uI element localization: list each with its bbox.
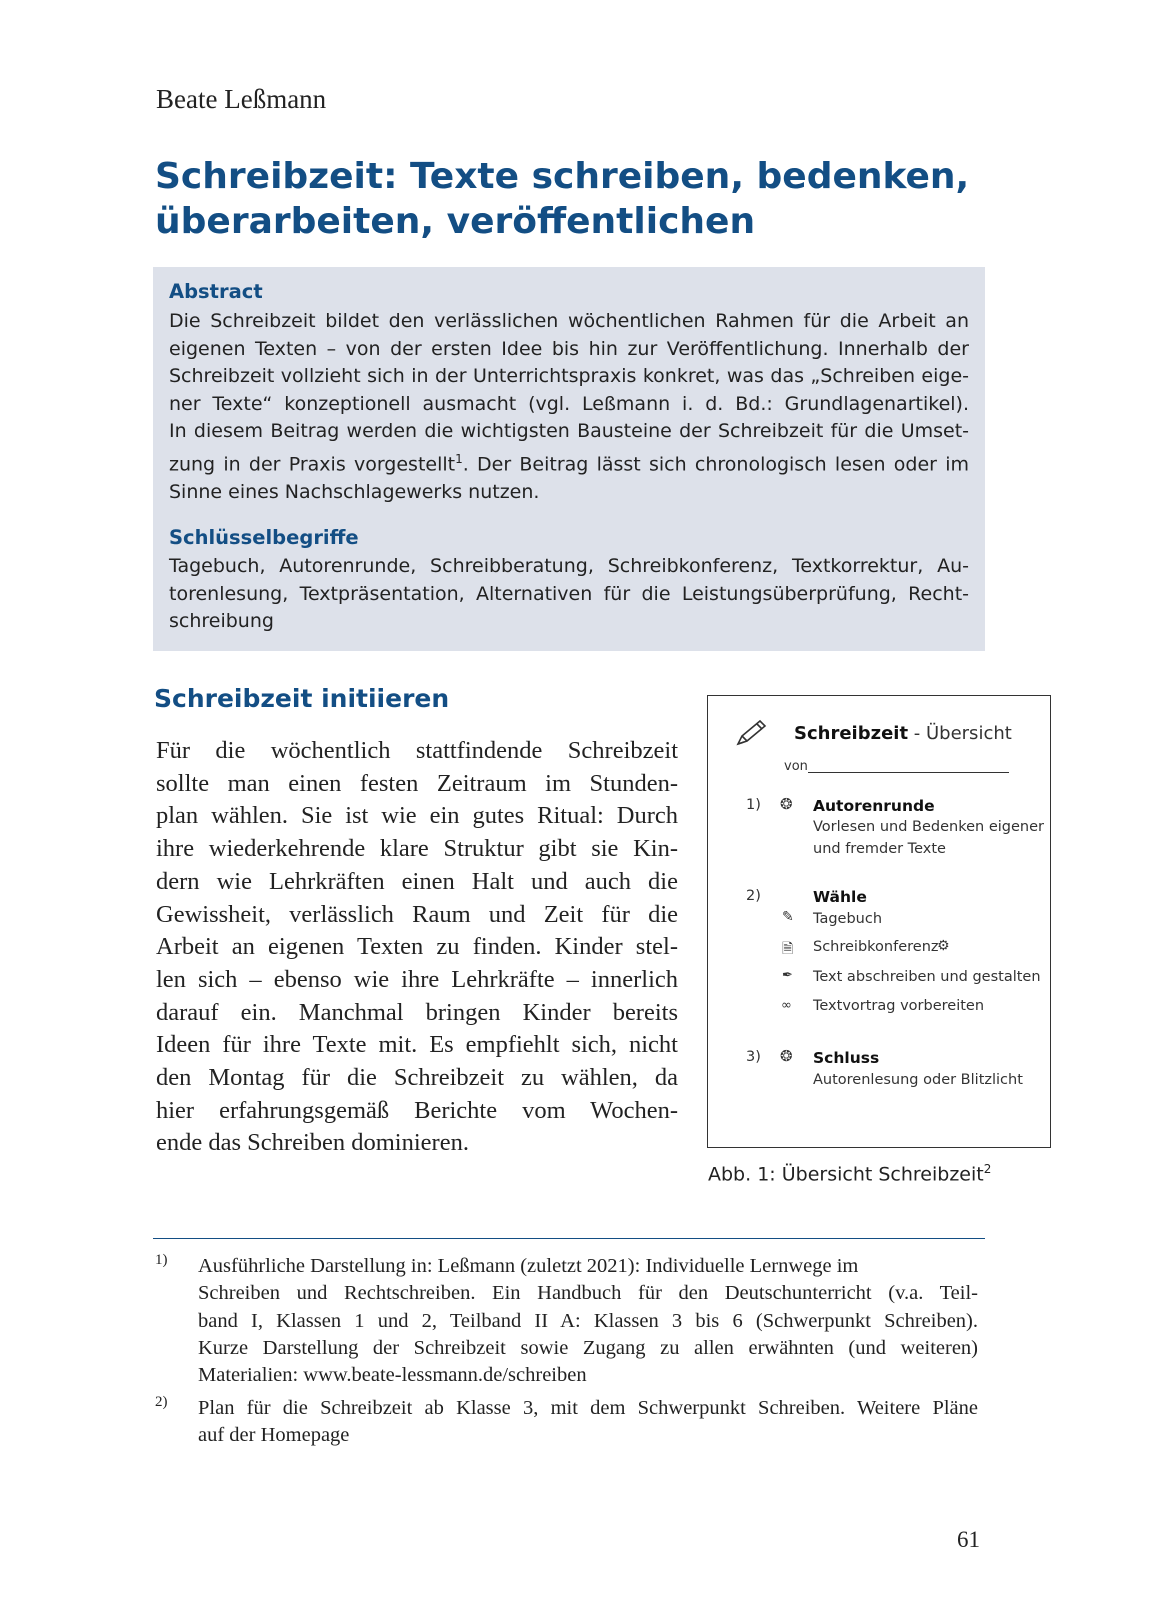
body-line: hier erfahrungsgemäß Berichte vom Wochen- xyxy=(156,1096,678,1124)
body-line: dern wie Lehrkräften einen Halt und auch die xyxy=(156,867,678,895)
body-line: Gewissheit, verlässlich Raum und Zeit für die xyxy=(156,900,678,928)
body-line: Ideen für ihre Texte mit. Es empfiehlt sich, nicht xyxy=(156,1031,678,1059)
item-number: 2) xyxy=(746,888,761,904)
gear-icon: ❂ xyxy=(780,1047,793,1065)
footnote-text: Ausführliche Darstellung in: Leßmann (zuletzt 2021): Individuelle Lernwege im Schreiben und Rechtschreiben. Ein Handbuch für den Deutschunterricht (v.a. Teil- band I, Klassen 1 und 2, Teilband II A: Klassen 3 bis 6 (Schwerpunkt Schreiben). Kurze Darstellung der Schreibzeit sowie Zugang zu allen erwähnten (und weiteren) Materialien: www.beate-lessmann.de/schreiben xyxy=(198,1255,978,1387)
pencil-icon: ✎ xyxy=(782,909,794,925)
abstract-line: zung in der Praxis vorgestellt$^1$. Der Beitrag lässt sich chronologisch lesen oder im xyxy=(169,451,969,476)
footnote-ref: 1 xyxy=(455,451,463,466)
item-number: 1) xyxy=(746,797,761,813)
footnote-number: 2) xyxy=(155,1394,168,1410)
figure-schreibzeit-overview xyxy=(707,695,1051,1148)
item-number: 3) xyxy=(746,1049,761,1065)
footnote-text: Plan für die Schreibzeit ab Klasse 3, mit dem Schwerpunkt Schreiben. Weitere Pläne auf der Homepage xyxy=(198,1397,978,1447)
page-number: 61 xyxy=(957,1527,980,1552)
abstract-line: eigenen Texten – von der ersten Idee bis hin zur Veröffentlichung. Innerhalb der xyxy=(169,337,969,360)
footnote-divider xyxy=(153,1238,985,1239)
option-label: Textvortrag vorbereiten xyxy=(813,998,985,1014)
abstract-line: Sinne eines Nachschlagewerks nutzen. xyxy=(169,480,540,503)
body-line: ihre wiederkehrende klare Struktur gibt sie Kin- xyxy=(156,835,678,863)
body-line: sollte man einen festen Zeitraum im Stunden- xyxy=(156,769,678,797)
keywords-line: Tagebuch, Autorenrunde, Schreibberatung, Schreibkonferenz, Textkorrektur, Au- xyxy=(169,555,969,577)
abstract-text xyxy=(169,308,969,506)
pencil-icon xyxy=(734,718,768,752)
name-line xyxy=(808,772,1009,773)
gear-icon: ❂ xyxy=(780,795,793,813)
item-line: Vorlesen und Bedenken eigener xyxy=(813,819,1044,835)
von-label: von xyxy=(784,759,808,774)
keywords-line: torenlesung, Textpräsentation, Alternativen für die Leistungsüberprüfung, Recht- xyxy=(169,582,969,605)
item-title: Schluss xyxy=(813,1049,880,1067)
section-heading: Schreibzeit initiieren xyxy=(154,684,450,713)
body-line: Arbeit an eigenen Texten zu finden. Kinder stel- xyxy=(156,933,678,961)
author-name: Beate Leßmann xyxy=(156,84,327,114)
body-paragraph xyxy=(156,735,678,1160)
body-line: ende das Schreiben dominieren. xyxy=(156,1129,469,1157)
keywords-line: schreibung xyxy=(169,610,274,633)
item-line: Autorenlesung oder Blitzlicht xyxy=(813,1072,1023,1088)
body-line: plan wählen. Sie ist wie ein gutes Ritual: Durch xyxy=(156,802,678,830)
abstract-line: Schreibzeit vollzieht sich in der Unterrichtspraxis konkret, was das „Schreiben eige- xyxy=(169,365,969,388)
option-label: Schreibkonferenz xyxy=(813,939,939,955)
abstract-line: ner Texte“ konzeptionell ausmacht (vgl. Leßmann i. d. Bd.: Grundlagenartikel). xyxy=(169,392,969,415)
abstract-box xyxy=(153,267,985,651)
quill-icon: ✒ xyxy=(782,968,793,983)
item-title: Wähle xyxy=(813,888,867,906)
magnifier-icon: ⚙ xyxy=(937,938,950,954)
option-label: Text abschreiben und gestalten xyxy=(813,969,1041,985)
abstract-line: Die Schreibzeit bildet den verlässlichen wöchentlichen Rahmen für die Arbeit an xyxy=(169,310,969,332)
item-title: Autorenrunde xyxy=(813,797,935,815)
body-line: darauf ein. Manchmal bringen Kinder bereits xyxy=(156,998,678,1026)
title-line: Schreibzeit: Texte schreiben, bedenken, xyxy=(155,156,970,197)
footnote-number: 1) xyxy=(155,1252,168,1268)
figure-title: Schreibzeit - Übersicht xyxy=(794,723,1012,744)
glasses-icon: ∞ xyxy=(781,998,792,1013)
abstract-heading: Abstract xyxy=(169,280,263,303)
abstract-line: In diesem Beitrag werden die wichtigsten Bausteine der Schreibzeit für die Umset- xyxy=(169,420,969,443)
notepad-icon: 🗎 xyxy=(782,941,794,957)
option-label: Tagebuch xyxy=(813,911,883,927)
keywords-text xyxy=(169,553,969,636)
article-title xyxy=(155,154,1015,244)
title-line: überarbeiten, veröffentlichen xyxy=(155,201,756,242)
body-line: Für die wöchentlich stattfindende Schreibzeit xyxy=(156,737,678,764)
body-line: den Montag für die Schreibzeit zu wählen, da xyxy=(156,1064,678,1092)
item-line: und fremder Texte xyxy=(813,841,946,857)
body-line: len sich – ebenso wie ihre Lehrkräfte – innerlich xyxy=(156,965,678,993)
keywords-heading: Schlüsselbegriffe xyxy=(169,526,359,549)
figure-caption: Abb. 1: Übersicht Schreibzeit$^2$ xyxy=(708,1162,992,1186)
